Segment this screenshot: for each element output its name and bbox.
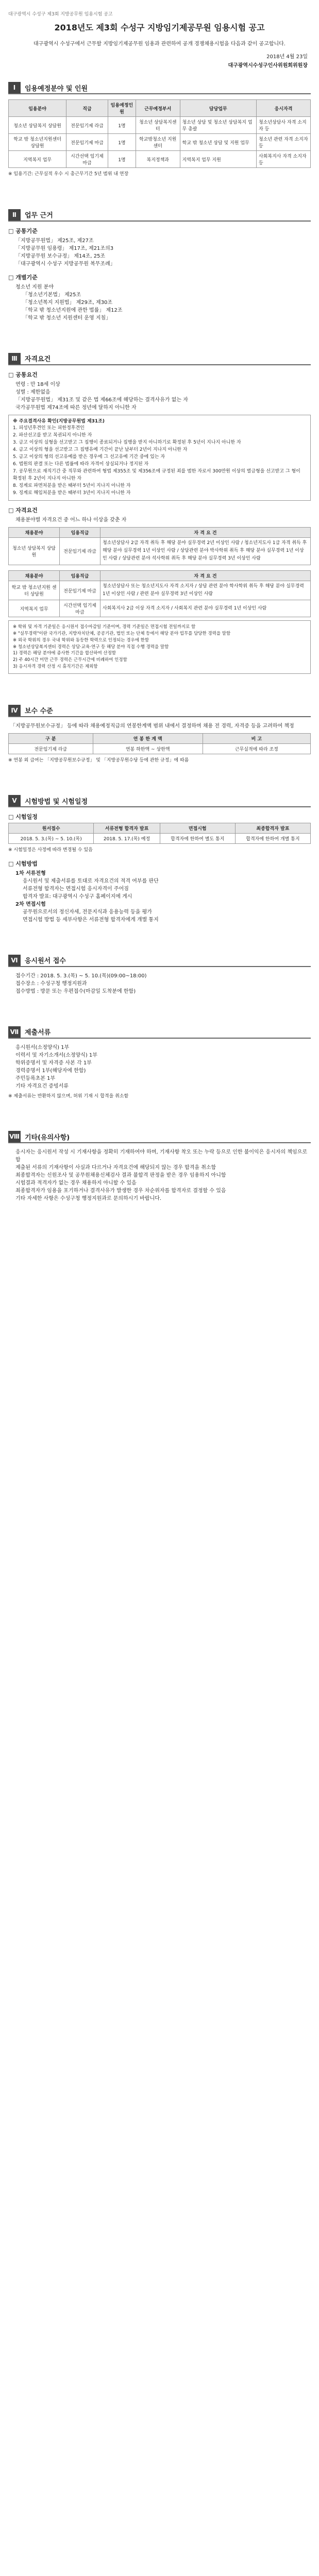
section-number: Ⅳ <box>8 705 21 716</box>
list-item: 합격자 발표: 대구광역시 수성구 홈페이지에 게시 <box>23 893 132 900</box>
table-header: 구 분 <box>9 733 93 743</box>
table-row <box>9 537 311 565</box>
table-cell: 1명 <box>108 117 136 134</box>
box-line: ※ "실무경력"이란 국가기관, 지방자치단체, 공공기관, 법인 또는 단체 등에서 해당 분야 업무를 담당한 경력을 말함 <box>13 631 231 637</box>
subsection-title: □ 개별기준 <box>8 274 38 281</box>
list-item: 「대구광역시 수성구 지방공무원 복무조례」 <box>15 261 115 267</box>
table-cell: 지역복지 업무 지원 <box>180 151 256 168</box>
section-title: 기타(유의사항) <box>25 1133 70 1142</box>
table-header: 자 격 요 건 <box>100 570 311 581</box>
table-cell: 청소년 상담 및 청소년 상담복지 업무 총괄 <box>180 117 256 134</box>
list-item: 서류전형 합격자는 면접시험 응시자격이 주어짐 <box>23 886 129 892</box>
subsection-title: □ 공통기준 <box>8 227 38 234</box>
schedule-note: ※ 시험일정은 사정에 따라 변경될 수 있음 <box>8 848 93 853</box>
table-cell: 지역복지 업무 <box>9 151 66 168</box>
document <box>8 0 311 1202</box>
box-line: 2. 파산선고를 받고 복권되지 아니한 자 <box>13 433 92 438</box>
subsection-title: □ 시험방법 <box>8 860 38 867</box>
list-item: 1차 서류전형 <box>15 870 46 876</box>
table-header: 직급 <box>66 100 108 117</box>
subsection-title: □ 자격요건 <box>8 506 38 514</box>
list-item: 기타 자격요건 증빙서류 <box>15 1083 69 1089</box>
positions-table <box>8 99 311 168</box>
table-cell: 합격자에 한하여 개별 통지 <box>235 834 310 844</box>
list-item: 제출된 서류의 기재사항이 사실과 다르거나 자격요건에 해당되지 않는 경우 합격을 취소함 <box>15 1165 216 1171</box>
list-item: 기타 자세한 사항은 수성구청 행정지원과로 문의하시기 바랍니다. <box>15 1196 162 1202</box>
salary-note: ※ 연봉 외 급여는 「지방공무원보수규정」 및 「지방공무원수당 등에 관한 규정」에 따름 <box>8 757 189 763</box>
list-item: 「청소년복지 지원법」 제29조, 제30조 <box>23 299 113 306</box>
qualification-table-1 <box>8 527 311 565</box>
box-line: 3. 금고 이상의 실형을 선고받고 그 집행이 종료되거나 집행을 받지 아니하기로 확정된 후 5년이 지나지 아니한 자 <box>13 440 241 446</box>
table-header: 원서접수 <box>9 823 94 834</box>
list-item: 청소년 지원 분야 <box>15 284 54 290</box>
list-item: 「지방공무원법」 제31조 및 같은 법 제66조에 해당하는 결격사유가 없는 자 <box>15 397 188 403</box>
section-title: 임용예정분야 및 인원 <box>25 84 88 93</box>
box-line: ※ 청소년상담복지센터 경력은 상담·교육·연구 등 해당 분야 직접 수행 경력을 말함 <box>13 644 169 650</box>
section-title: 시험방법 및 시험일정 <box>25 798 88 806</box>
qualification-notes-box <box>8 620 311 673</box>
table-cell: 청소년상담사 2급 자격 취득 후 해당 분야 실무경력 2년 이상인 사람 / 청소년지도사 1급 자격 취득 후 해당 분야 실무경력 1년 이상인 사람 / 상담관련 분야 박사학위 취득 후 해당 분야 실무경력 1년 이상인 사람 / 상담관련 분야 석사학위 취득 후 해당 분야 실무경력 3년 이상인 사람 <box>100 537 311 565</box>
table-cell: 근무실적에 따라 조정 <box>203 743 310 754</box>
table-row <box>9 743 311 754</box>
subsection-title: □ 시험일정 <box>8 814 38 821</box>
box-line: ※ 주요결격사유 확인(지방공무원법 제31조) <box>13 418 105 424</box>
table-cell: 1명 <box>108 151 136 168</box>
list-item: 응시원서 및 제출서류를 토대로 자격요건의 적격 여부를 판단 <box>23 878 159 884</box>
table-cell: 합격자에 한하여 별도 통지 <box>160 834 235 844</box>
section-number: Ⅲ <box>8 353 21 364</box>
list-item: 학위증명서 및 자격증 사본 각 1부 <box>15 1060 92 1066</box>
section-title: 제출서류 <box>25 1029 51 1037</box>
box-line: 4. 금고 이상의 형을 선고받고 그 집행유예 기간이 끝난 날부터 2년이 지나지 아니한 자 <box>13 447 188 453</box>
list-item: 「청소년기본법」 제25조 <box>23 292 81 298</box>
table-header: 채용분야 <box>9 527 60 537</box>
table-cell: 시간선택 임기제 마급 <box>60 600 100 617</box>
list-item: 「지방공무원법」 제25조, 제27조 <box>15 238 94 244</box>
table-header: 최종합격자 발표 <box>235 823 310 834</box>
table-header: 서류전형 합격자 발표 <box>94 823 160 834</box>
list-item: 공무원으로서의 정신자세, 전문지식과 응용능력 등을 평가 <box>23 909 152 915</box>
table-header: 자 격 요 건 <box>100 527 311 537</box>
list-item: 접수기간 : 2018. 5. 3.(목) ~ 5. 10.(목)(09:00~18:00) <box>15 973 147 979</box>
disqualification-box <box>8 415 311 501</box>
list-item: 「지방공무원 보수규정」 제14조, 25조 <box>15 253 106 259</box>
table-cell: 학교 밖 청소년지원 센터 상담원 <box>9 581 60 600</box>
section-title: 보수 수준 <box>25 707 53 716</box>
header-breadcrumb: 대구광역시 수성구 제3회 지방공무원 임용시험 공고 <box>8 12 113 17</box>
section-header <box>8 1131 311 1143</box>
list-item: 주민등록초본 1부 <box>15 1075 56 1081</box>
section-header <box>8 705 311 717</box>
qualification-table-2 <box>8 570 311 618</box>
box-line: 1) 경력은 해당 분야에 종사한 기간을 합산하여 산정함 <box>13 651 116 656</box>
subsection-title: □ 공통요건 <box>8 371 38 378</box>
table-cell: 청소년 상담복지 상담원 <box>9 117 66 134</box>
table-row <box>9 581 311 600</box>
table-cell: 연봉 하한액 ~ 상한액 <box>93 743 203 754</box>
list-item: 「학교 밖 청소년 지원센터 운영 지침」 <box>23 315 111 321</box>
table-cell: 2018. 5. 17.(목) 예정 <box>94 834 160 844</box>
list-item: 국가공무원법 제74조에 따른 정년에 달하지 아니한 자 <box>15 404 137 411</box>
table-cell: 전문임기제 마급 <box>60 581 100 600</box>
table-cell: 청소년상담사 자격 소지자 등 <box>257 117 311 134</box>
table-cell: 학교 밖 청소년지원센터 상담원 <box>9 134 66 151</box>
section-header <box>8 209 311 222</box>
table-header: 임용직급 <box>60 570 100 581</box>
table-cell: 전문임기제 라급 <box>66 117 108 134</box>
intro-text: 대구광역시 수성구에서 근무할 지방임기제공무원 임용과 관련하여 공개 경쟁채용시험을 다음과 같이 공고합니다. <box>33 41 286 47</box>
section-header <box>8 82 311 94</box>
table-header: 연 봉 한 계 액 <box>93 733 203 743</box>
table-cell: 전문임기제 라급 <box>9 743 93 754</box>
list-item: 성별 : 제한없음 <box>15 389 51 395</box>
positions-note: ※ 임용기간: 근무실적 우수 시 총근무기간 5년 범위 내 연장 <box>8 172 129 177</box>
issuing-organization: 대구광역시수성구인사위원회위원장 <box>228 63 308 69</box>
table-cell: 학교밖청소년 지원센터 <box>136 134 180 151</box>
section-number: Ⅴ <box>8 795 21 806</box>
section-header <box>8 1026 311 1039</box>
list-item: 시험결과 적격자가 없는 경우 채용하지 아니할 수 있음 <box>15 1180 137 1187</box>
list-item: 「지방공무원 임용령」 제17조, 제21조의3 <box>15 245 114 251</box>
table-row <box>9 600 311 617</box>
table-cell: 학교 밖 청소년 상담 및 지원 업무 <box>180 134 256 151</box>
table-cell: 사회복지사 자격 소지자 등 <box>257 151 311 168</box>
table-header: 임용분야 <box>9 100 66 117</box>
section-header <box>8 955 311 967</box>
box-line: 9. 징계로 해임처분을 받은 때부터 3년이 지나지 아니한 자 <box>13 490 131 496</box>
table-header: 면접시험 <box>160 823 235 834</box>
box-line: ※ 학위 및 자격 기준일은 응시원서 접수마감일 기준이며, 경력 기준일은 면접시험 전일까지로 함 <box>13 624 196 630</box>
section-header <box>8 353 311 365</box>
list-item: 접수방법 : 방문 또는 우편접수(마감일 도착분에 한함) <box>15 988 136 994</box>
section-title: 응시원서 접수 <box>25 957 66 965</box>
table-header: 임용직급 <box>60 527 100 537</box>
announcement-date: 2018년 4월 23일 <box>266 54 308 60</box>
table-header: 근무예정부서 <box>136 100 180 117</box>
list-item: 채용분야별 자격요건 중 어느 하나 이상을 갖춘 자 <box>15 517 127 523</box>
list-item: 응시자는 응시원서 작성 시 기재사항을 정확히 기재하여야 하며, 기재사항 착오 또는 누락 등으로 인한 불이익은 응시자의 책임으로 함 <box>15 1149 308 1163</box>
section-title: 자격요건 <box>25 355 51 363</box>
table-cell: 청소년 상담복지센터 <box>136 117 180 134</box>
list-item: 2차 면접시험 <box>15 901 46 907</box>
section-number: Ⅵ <box>8 955 21 966</box>
section-number: Ⅱ <box>8 209 21 221</box>
table-row <box>9 134 311 151</box>
documents-note: ※ 제출서류는 반환하지 않으며, 허위 기재 시 합격을 취소함 <box>8 1093 129 1099</box>
list-item: 최종합격자는 신원조사 및 공무원채용신체검사 결과 불합격 판정을 받은 경우 임용하지 아니함 <box>15 1173 226 1179</box>
page-title: 2018년도 제3회 수성구 지방임기제공무원 임용시험 공고 <box>54 23 265 32</box>
list-item: 최종합격자가 임용을 포기하거나 결격사유가 발생한 경우 차순위자를 합격자로 결정할 수 있음 <box>15 1188 226 1194</box>
table-row <box>9 117 311 134</box>
box-line: 6. 법원의 판결 또는 다른 법률에 따라 자격이 상실되거나 정지된 자 <box>13 462 149 467</box>
table-cell: 전문임기제 라급 <box>60 537 100 565</box>
table-cell: 복지정책과 <box>136 151 180 168</box>
list-item: 「학교 밖 청소년지원에 관한 법률」 제12조 <box>23 307 123 313</box>
salary-text: 「지방공무원보수규정」 등에 따라 채용예정직급의 연봉한계액 범위 내에서 결정하며 채용 전 경력, 자격증 등을 고려하여 책정 <box>10 723 294 729</box>
table-header: 응시자격 <box>257 100 311 117</box>
box-line: 7. 공무원으로 재직기간 중 직무와 관련하여 형법 제355조 및 제356조에 규정된 죄를 범한 자로서 300만원 이상의 벌금형을 선고받고 그 형이 확정된 후 2년이 지나지 아니한 자 <box>13 469 300 481</box>
box-line: 2) 주 40시간 미만 근무 경력은 근무시간에 비례하여 인정함 <box>13 657 127 663</box>
box-line: ※ 외국 학위의 경우 국내 학위와 동등한 학력으로 인정되는 경우에 한함 <box>13 637 149 643</box>
table-header: 임용예정인원 <box>108 100 136 117</box>
table-cell: 1명 <box>108 134 136 151</box>
table-cell: 청소년 상담복지 상담원 <box>9 537 60 565</box>
table-cell: 사회복지사 2급 이상 자격 소지자 / 사회복지 관련 분야 실무경력 1년 이상인 사람 <box>100 600 311 617</box>
table-row <box>9 834 311 844</box>
section-title: 업무 근거 <box>25 212 53 219</box>
box-line: 8. 징계로 파면처분을 받은 때부터 5년이 지나지 아니한 자 <box>13 483 131 488</box>
list-item: 경력증명서 1부(해당자에 한함) <box>15 1067 86 1074</box>
table-cell: 청소년 관련 자격 소지자 등 <box>257 134 311 151</box>
table-cell: 지역복지 업무 <box>9 600 60 617</box>
section-number: Ⅷ <box>8 1131 21 1142</box>
section-header <box>8 795 311 807</box>
section-number: Ⅰ <box>8 82 21 93</box>
table-row <box>9 151 311 168</box>
list-item: 접수장소 : 수성구청 행정지원과 <box>15 980 87 987</box>
box-line: 5. 금고 이상의 형의 선고유예를 받은 경우에 그 선고유예 기간 중에 있는 자 <box>13 454 165 460</box>
list-item: 연령 : 만 18세 이상 <box>15 381 60 387</box>
box-line: 3) 응시자격 경력 산정 시 휴직기간은 제외함 <box>13 664 98 669</box>
list-item: 면접시험 방법 등 세부사항은 서류전형 합격자에게 개별 통지 <box>23 917 159 923</box>
table-cell: 2018. 5. 3.(목) ~ 5. 10.(목) <box>9 834 94 844</box>
list-item: 이력서 및 자기소개서(소정양식) 1부 <box>15 1052 97 1058</box>
table-header: 채용분야 <box>9 570 60 581</box>
list-item: 응시원서(소정양식) 1부 <box>15 1044 70 1050</box>
table-header: 담당업무 <box>180 100 256 117</box>
box-line: 1. 피성년후견인 또는 피한정후견인 <box>13 426 85 431</box>
table-cell: 전문임기제 마급 <box>66 134 108 151</box>
schedule-table <box>8 823 311 844</box>
table-cell: 시간선택 임기제 마급 <box>66 151 108 168</box>
table-cell: 청소년상담사 또는 청소년지도사 자격 소지자 / 상담 관련 분야 학사학위 취득 후 해당 분야 실무경력 1년 이상인 사람 / 관련 분야 실무경력 3년 이상인 사람 <box>100 581 311 600</box>
table-header: 비 고 <box>203 733 310 743</box>
salary-table <box>8 733 311 754</box>
section-number: Ⅶ <box>8 1026 21 1038</box>
